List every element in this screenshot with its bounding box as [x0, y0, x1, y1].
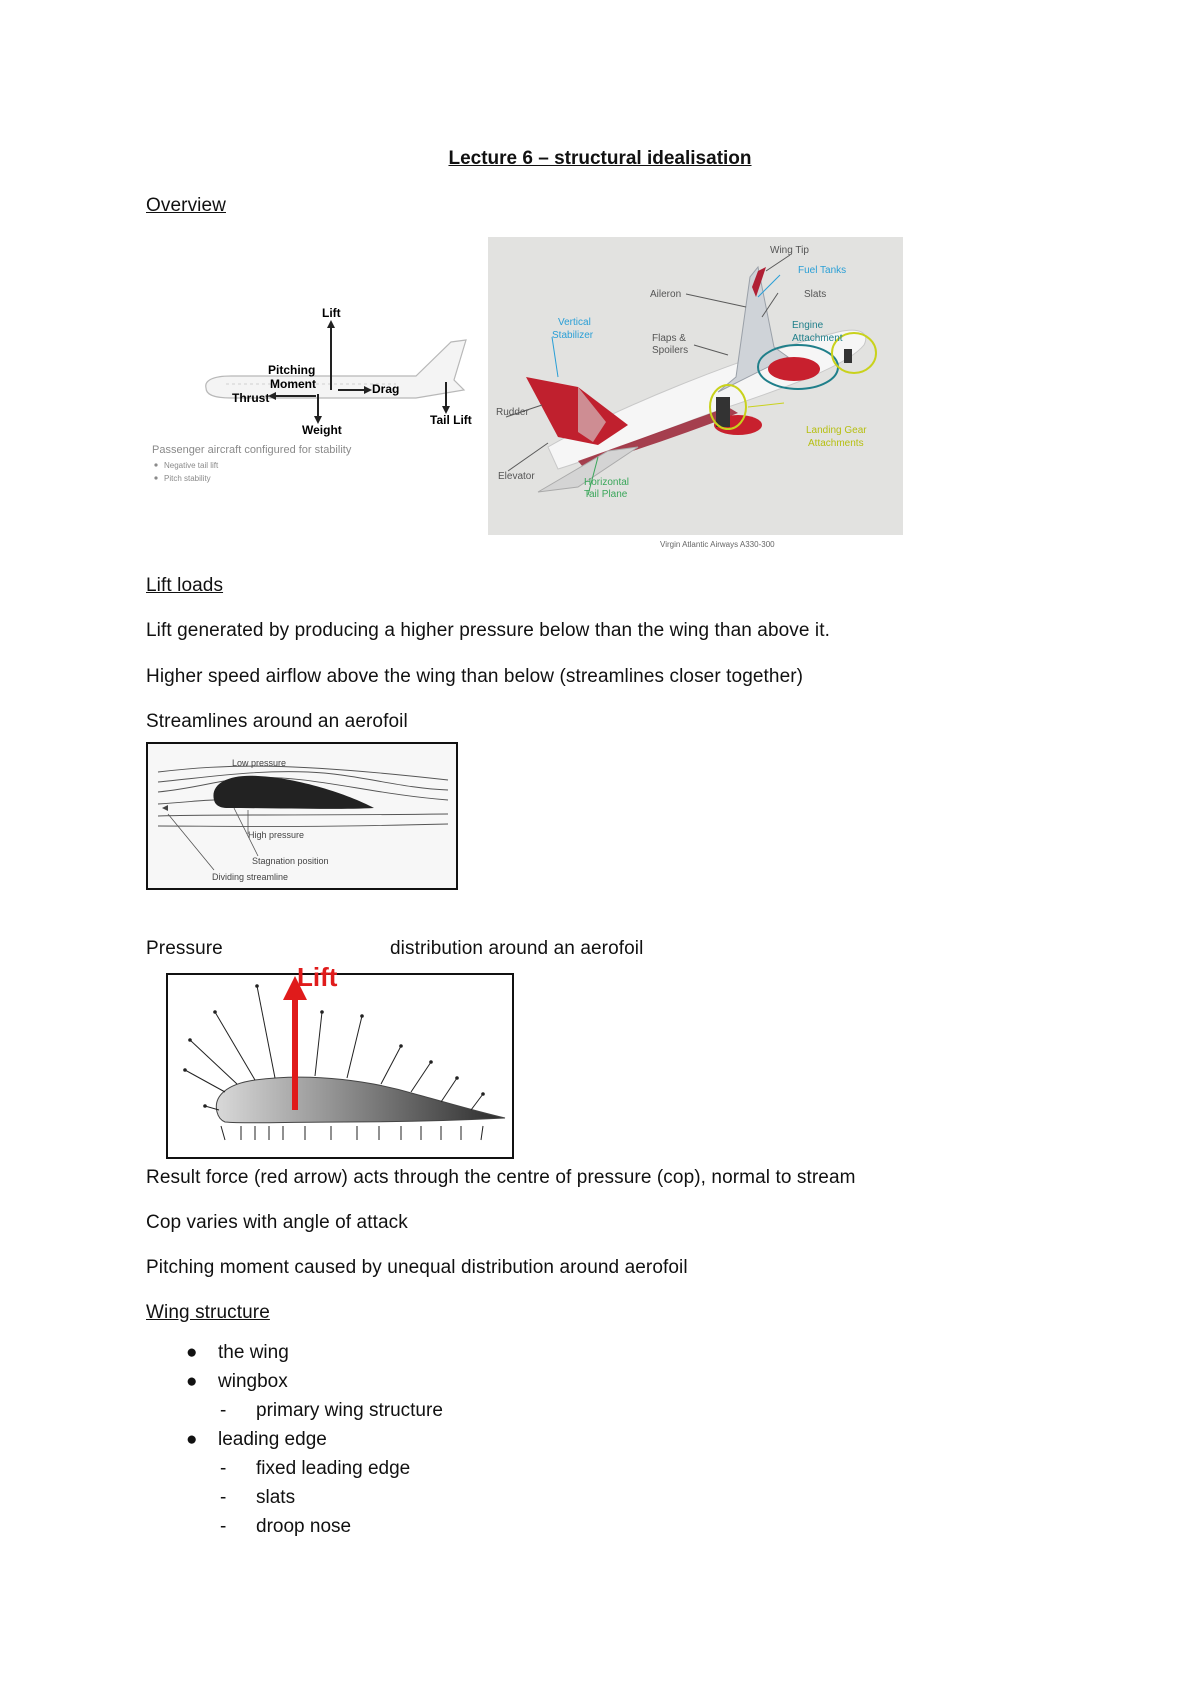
bullet-dot-icon: ● — [186, 1342, 198, 1363]
arrowhead — [183, 1068, 187, 1072]
list-item-text: the wing — [218, 1342, 289, 1363]
paragraph-pressure-distribution: distribution around an aerofoil — [390, 938, 644, 959]
label-attachment: Attachment — [792, 333, 843, 344]
paragraph-higher-speed: Higher speed airflow above the wing than below (streamlines closer together) — [146, 666, 804, 687]
section-heading-overview: Overview — [146, 195, 226, 216]
bullet-dot-icon: ● — [186, 1429, 198, 1450]
arrowhead — [255, 984, 259, 988]
list-item — [160, 1454, 443, 1483]
list-item — [160, 1367, 443, 1396]
label-spoilers: Spoilers — [652, 345, 689, 356]
label-wing-tip: Wing Tip — [770, 245, 809, 256]
lift-label: Lift — [322, 306, 341, 320]
list-item — [160, 1425, 443, 1454]
paragraph-streamlines-caption: Streamlines around an aerofoil — [146, 711, 408, 732]
forces-caption: Passenger aircraft configured for stability — [152, 444, 352, 456]
paragraph-pitching-moment: Pitching moment caused by unequal distribution around aerofoil — [146, 1257, 688, 1278]
label-tail-plane: Tail Plane — [584, 489, 628, 500]
caption-bullet-1: Negative tail lift — [164, 461, 219, 470]
arrowhead — [203, 1104, 207, 1108]
list-item — [160, 1396, 443, 1425]
thrust-label: Thrust — [232, 391, 270, 405]
aircraft-photo-figure — [488, 237, 903, 549]
label-vertical: Vertical — [558, 317, 591, 328]
section-heading-lift-loads: Lift loads — [146, 575, 224, 596]
paragraph-lift-generated: Lift generated by producing a higher pressure below than the wing than above it. — [146, 620, 831, 641]
moment-label: Moment — [270, 377, 316, 391]
label-elevator: Elevator — [498, 471, 535, 482]
list-item-text: fixed leading edge — [256, 1458, 411, 1479]
tail-lift-label: Tail Lift — [430, 413, 472, 427]
page-title: Lecture 6 – structural idealisation — [448, 148, 752, 169]
wing-structure-list — [160, 1338, 443, 1541]
list-item — [160, 1338, 443, 1367]
aircraft-forces-figure — [146, 300, 486, 495]
list-item-text: droop nose — [256, 1516, 352, 1537]
nose-gear — [844, 349, 852, 363]
arrowhead — [429, 1060, 433, 1064]
dividing-streamline-label: Dividing streamline — [212, 872, 289, 882]
label-flaps: Flaps & — [652, 333, 686, 344]
label-aileron: Aileron — [650, 289, 682, 300]
list-item-text: slats — [256, 1487, 296, 1508]
weight-label: Weight — [302, 423, 342, 437]
list-item-text: primary wing structure — [256, 1400, 443, 1421]
dash-icon: - — [220, 1458, 227, 1479]
list-item — [160, 1483, 443, 1512]
low-pressure-label: Low pressure — [232, 758, 287, 768]
stagnation-label: Stagnation position — [252, 856, 329, 866]
caption-bullet-2: Pitch stability — [164, 474, 211, 483]
label-engine: Engine — [792, 320, 824, 331]
caption-bullet — [154, 463, 157, 466]
label-landing-gear: Landing Gear — [806, 425, 867, 436]
label-stabilizer: Stabilizer — [552, 330, 594, 341]
caption-bullet — [154, 476, 157, 479]
section-heading-wing-structure: Wing structure — [146, 1302, 270, 1323]
dash-icon: - — [220, 1487, 227, 1508]
streamlines-figure-frame — [146, 742, 458, 890]
arrowhead — [360, 1014, 364, 1018]
pitching-label: Pitching — [268, 363, 316, 377]
main-gear — [716, 397, 730, 427]
label-rudder: Rudder — [496, 407, 529, 418]
high-pressure-label: High pressure — [248, 830, 305, 840]
lift-resultant-label: Lift — [297, 962, 338, 992]
aircraft-outline — [206, 340, 466, 398]
label-slats: Slats — [804, 289, 827, 300]
arrowhead — [188, 1038, 192, 1042]
arrowhead — [399, 1044, 403, 1048]
arrowhead — [320, 1010, 324, 1014]
paragraph-result-force: Result force (red arrow) acts through the centre of pressure (cop), normal to stream — [146, 1167, 856, 1188]
paragraph-pressure-label: Pressure — [146, 938, 223, 959]
photo-caption: Virgin Atlantic Airways A330-300 — [660, 540, 775, 549]
arrowhead — [481, 1092, 485, 1096]
label-fuel-tanks: Fuel Tanks — [798, 265, 847, 276]
list-item-text: leading edge — [218, 1429, 327, 1450]
list-item-text: wingbox — [218, 1371, 288, 1392]
streamlines-background — [148, 744, 456, 888]
label-horizontal: Horizontal — [584, 477, 630, 488]
lift-arrow-head — [327, 320, 335, 328]
streamlines-figure — [148, 744, 456, 888]
label-attachments: Attachments — [808, 438, 864, 449]
pressure-distribution-figure — [165, 960, 515, 1160]
bullet-dot-icon: ● — [186, 1371, 198, 1392]
list-item — [160, 1512, 443, 1541]
photo-engine-1 — [768, 357, 820, 381]
arrowhead — [455, 1076, 459, 1080]
dash-icon: - — [220, 1516, 227, 1537]
dash-icon: - — [220, 1400, 227, 1421]
arrowhead — [213, 1010, 217, 1014]
paragraph-cop-varies: Cop varies with angle of attack — [146, 1212, 408, 1233]
drag-label: Drag — [372, 382, 400, 396]
